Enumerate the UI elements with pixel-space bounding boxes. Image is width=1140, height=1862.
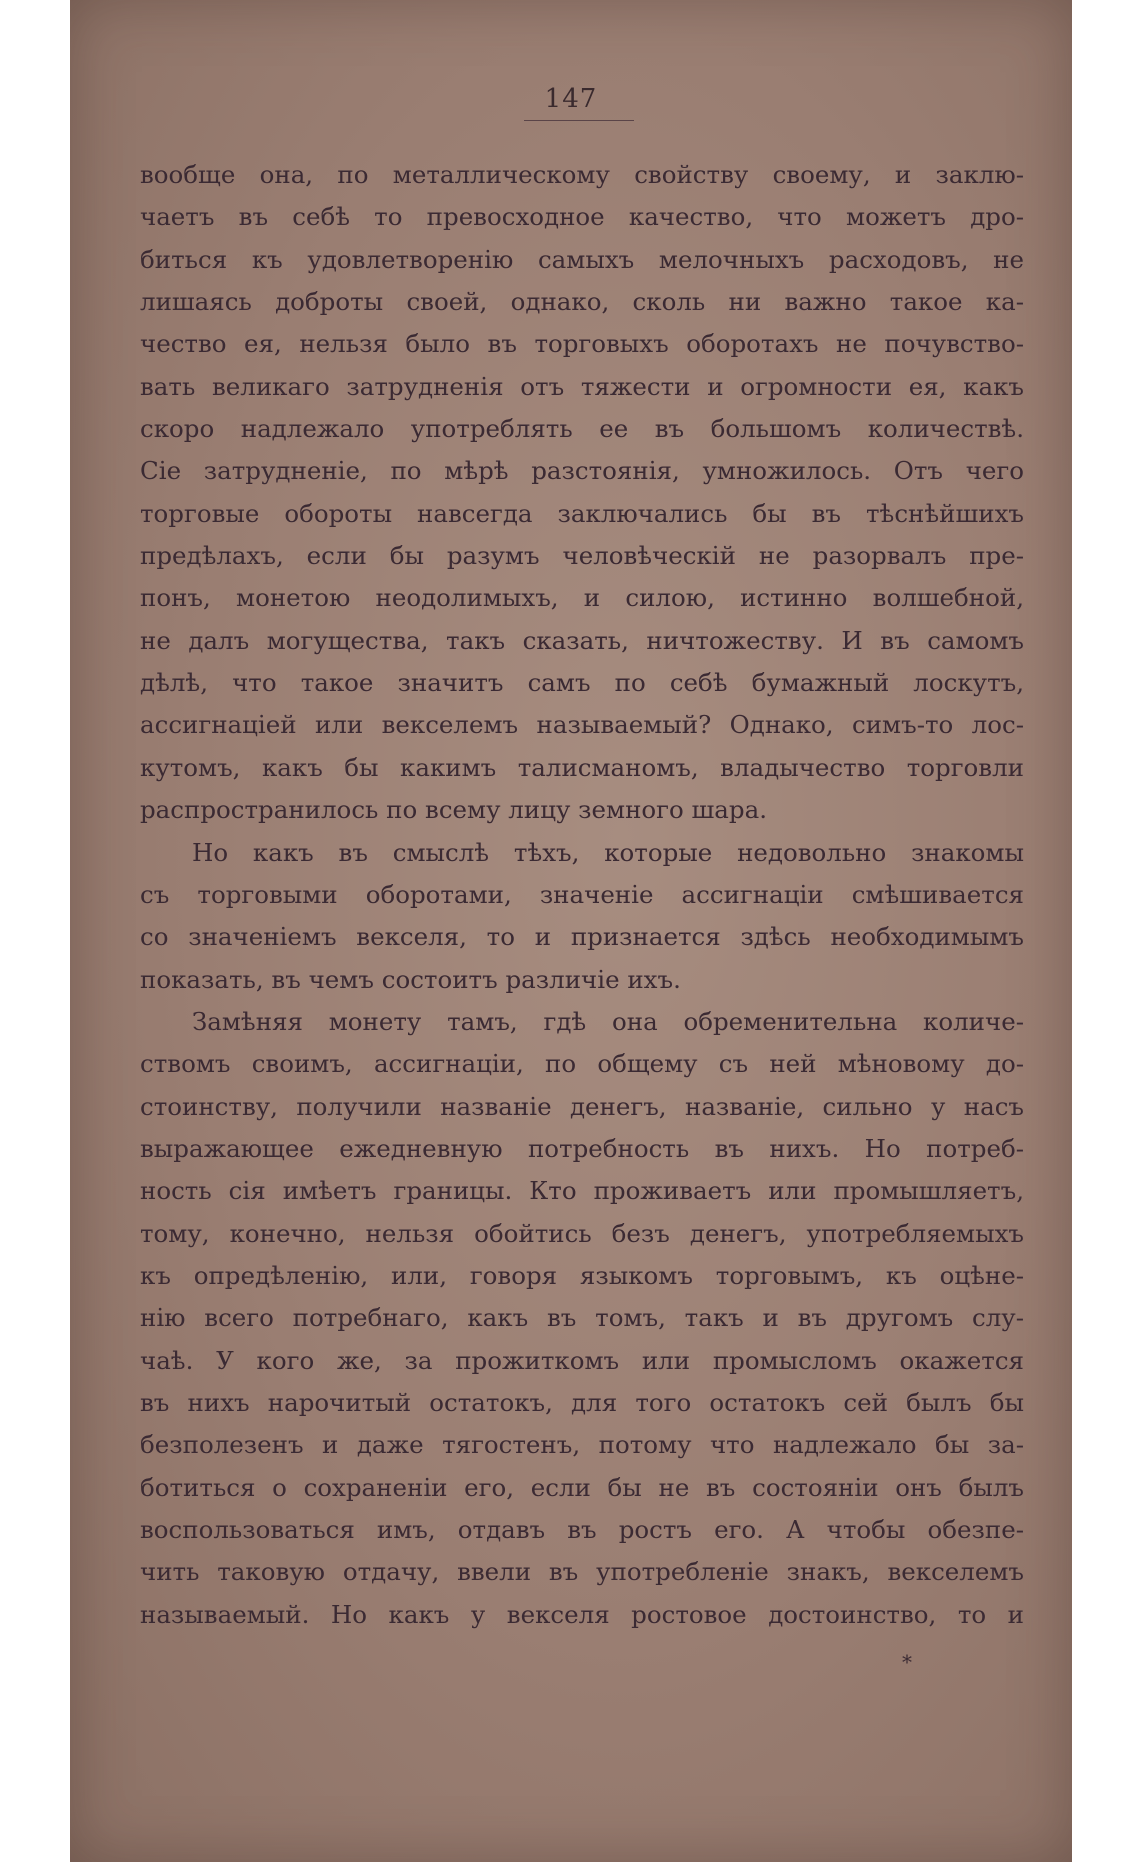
page-number-rule: [524, 120, 634, 121]
scanned-page: [70, 0, 1072, 1862]
text-line: чаетъ въ себѣ то превосходное качество, что можетъ дро-: [140, 202, 1024, 232]
text-line: называемый. Но какъ у векселя ростовое достоинство, то и: [140, 1599, 1024, 1629]
text-line: понъ, монетою неодолимыхъ, и силою, истинно волшебной,: [140, 583, 1024, 613]
text-line: чаѣ. У кого же, за прожиткомъ или промысломъ окажется: [140, 1345, 1024, 1375]
text-line: Замѣняя монету тамъ, гдѣ она обременительна количе-: [192, 1006, 1024, 1036]
text-line: ствомъ своимъ, ассигнаціи, по общему съ ней мѣновому до-: [140, 1049, 1024, 1079]
text-line: тому, конечно, нельзя обойтись безъ денегъ, употребляемыхъ: [140, 1218, 1024, 1248]
text-line: лишаясь доброты своей, однако, сколь ни важно такое ка-: [140, 287, 1024, 317]
text-line: Сіе затрудненіе, по мѣрѣ разстоянія, умножилось. Отъ чего: [140, 456, 1024, 486]
text-line: не далъ могущества, такъ сказать, ничтожеству. И въ самомъ: [140, 625, 1024, 655]
text-line: скоро надлежало употреблять ее въ большомъ количествѣ.: [140, 414, 1024, 444]
text-line: ность сія имѣетъ границы. Кто проживаетъ или промышляетъ,: [140, 1176, 1024, 1206]
text-line: ботиться о сохраненіи его, если бы не въ состояніи онъ былъ: [140, 1472, 1024, 1502]
text-line: вообще она, по металлическому свойству своему, и заклю-: [140, 160, 1024, 189]
text-line: нію всего потребнаго, какъ въ томъ, такъ и въ другомъ слу-: [140, 1303, 1024, 1333]
text-line: торговые обороты навсегда заключались бы въ тѣснѣйшихъ: [140, 498, 1024, 528]
body-text: [140, 154, 1024, 1636]
text-line: распространилось по всему лицу земного шара.: [140, 795, 767, 825]
signature-mark: *: [902, 1650, 912, 1674]
text-line: чить таковую отдачу, ввели въ употребленіе знакъ, векселемъ: [140, 1557, 1024, 1587]
text-line: дѣлѣ, что такое значитъ самъ по себѣ бумажный лоскутъ,: [140, 668, 1024, 698]
text-line: кутомъ, какъ бы какимъ талисманомъ, владычество торговли: [140, 752, 1024, 782]
text-line: воспользоваться имъ, отдавъ въ ростъ его. А чтобы обезпе-: [140, 1515, 1024, 1544]
text-line: показать, въ чемъ состоитъ различіе ихъ.: [140, 964, 681, 994]
text-line: чество ея, нельзя было въ торговыхъ оборотахъ не почувство-: [140, 329, 1024, 359]
page-number: 147: [544, 84, 598, 114]
text-line: безполезенъ и даже тягостенъ, потому что надлежало бы за-: [140, 1430, 1024, 1460]
text-line: къ опредѣленію, или, говоря языкомъ торговымъ, къ оцѣне-: [140, 1260, 1024, 1290]
text-line: предѣлахъ, если бы разумъ человѣческій не разорвалъ пре-: [140, 541, 1024, 571]
text-line: Но какъ въ смыслѣ тѣхъ, которые недовольно знакомы: [192, 837, 1024, 867]
text-line: вать великаго затрудненія отъ тяжести и огромности ея, какъ: [140, 371, 1024, 401]
text-line: со значеніемъ векселя, то и признается здѣсь необходимымъ: [140, 922, 1024, 952]
text-line: стоинству, получили названіе денегъ, названіе, сильно у насъ: [140, 1091, 1024, 1121]
text-line: съ торговыми оборотами, значеніе ассигнаціи смѣшивается: [140, 879, 1024, 909]
text-line: ассигнаціей или векселемъ называемый? Однако, симъ-то лос-: [140, 710, 1024, 740]
text-line: биться къ удовлетворенію самыхъ мелочныхъ расходовъ, не: [140, 244, 1024, 274]
text-line: въ нихъ нарочитый остатокъ, для того остатокъ сей былъ бы: [140, 1387, 1024, 1417]
text-line: выражающее ежедневную потребность въ нихъ. Но потреб-: [140, 1133, 1024, 1163]
